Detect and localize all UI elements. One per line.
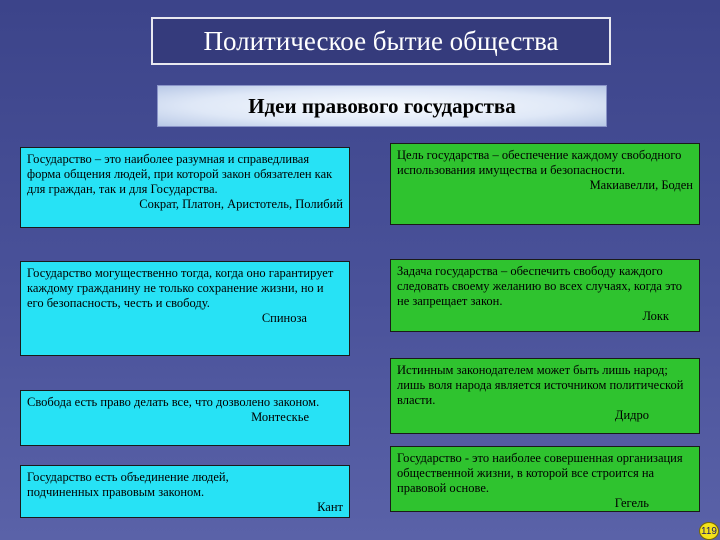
quote-card-kant xyxy=(20,465,350,518)
quote-author: Спиноза xyxy=(261,311,307,325)
quote-author: Локк xyxy=(642,309,669,323)
quote-text: Государство – это наиболее разумная и справедливая форма общения людей, при которой закон обязателен как для граждан, так и для Государства. xyxy=(27,152,333,196)
slide-title: Политическое бытие общества xyxy=(151,17,611,65)
quote-card-diderot xyxy=(390,358,700,434)
page-number-badge: 119 xyxy=(699,522,719,540)
quote-author: Гегель xyxy=(614,496,649,510)
quote-text: Задача государства – обеспечить свободу каждого следовать своему желанию во всех случаях, когда это не запрещает закон. xyxy=(397,264,683,308)
quote-card-spinoza xyxy=(20,261,350,356)
slide-subtitle: Идеи правового государства xyxy=(157,85,607,127)
quote-text: Государство - это наиболее совершенная организация общественной жизни, в которой все строится на правовой основе. xyxy=(397,451,683,495)
quote-card-hegel xyxy=(390,446,700,512)
quote-text: Свобода есть право делать все, что дозволено законом. xyxy=(27,395,320,409)
quote-card-socrates xyxy=(20,147,350,228)
quote-text: Государство могущественно тогда, когда оно гарантирует каждому гражданину не только сохранение жизни, но и его безопасность, честь и свободу. xyxy=(27,266,334,310)
quote-text: Государство есть объединение людей, подчиненных правовым законом. xyxy=(27,470,229,499)
quote-card-montesquieu xyxy=(20,390,350,446)
quote-author: Макиавелли, Боден xyxy=(589,178,693,192)
quote-author: Дидро xyxy=(614,408,649,422)
quote-text: Истинным законодателем может быть лишь народ; лишь воля народа является источником политической власти. xyxy=(397,363,684,407)
quote-card-machiavelli xyxy=(390,143,700,225)
quote-text: Цель государства – обеспечение каждому свободного использования имущества и безопасности. xyxy=(397,148,682,177)
quote-card-locke xyxy=(390,259,700,332)
quote-author: Кант xyxy=(317,500,343,514)
quote-author: Монтескье xyxy=(251,410,309,424)
quote-author: Сократ, Платон, Аристотель, Полибий xyxy=(139,197,343,211)
